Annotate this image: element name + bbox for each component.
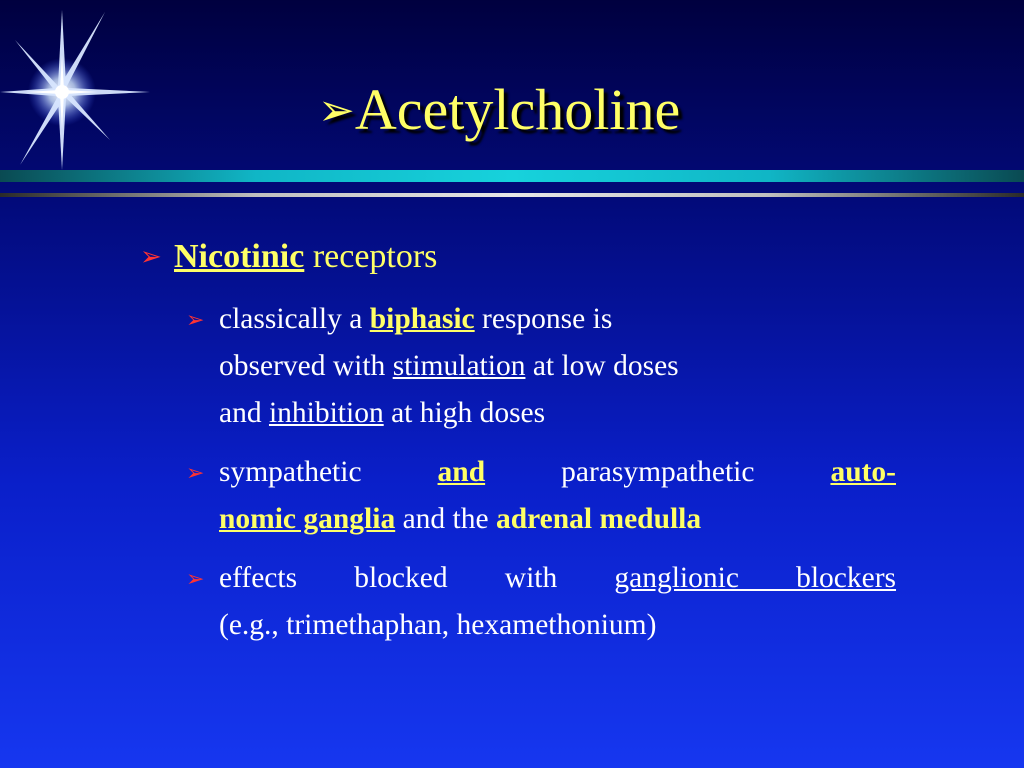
adrenal-medulla-term: adrenal medulla	[495, 503, 702, 535]
bullet-arrow-icon: ➢	[186, 307, 205, 332]
title-divider-band	[0, 170, 1024, 182]
sparkle-star-icon	[0, 0, 160, 170]
biphasic-term: biphasic	[369, 303, 475, 335]
text-line: nomic ganglia and the adrenal medulla	[219, 503, 702, 535]
nicotinic-term: Nicotinic	[174, 238, 305, 275]
text-line: (e.g., trimethaphan, hexamethonium)	[219, 609, 657, 641]
text-line: and inhibition at high doses	[219, 397, 546, 429]
and-term: and	[437, 456, 486, 488]
bullet-arrow-icon: ➢	[140, 242, 162, 271]
text-line: classically a biphasic response is	[219, 303, 613, 335]
text-line: sympathetic and parasympathetic auto-	[219, 456, 896, 488]
stimulation-term: stimulation	[392, 350, 526, 382]
sub-bullet-blockers	[186, 555, 896, 649]
title-divider-line	[0, 193, 1024, 197]
sub-bullet-ganglia	[186, 449, 896, 543]
sub-bullet-biphasic	[186, 296, 896, 437]
bullet-arrow-icon: ➢	[186, 460, 205, 485]
text-line: effects blocked with ganglionic blockers	[219, 562, 897, 594]
ganglionic-blockers-term: ganglionic blockers	[614, 562, 897, 594]
text-line: observed with stimulation at low doses	[219, 350, 679, 382]
title-text: Acetylcholine	[354, 77, 681, 142]
autonomic-term-part1: auto-	[830, 456, 896, 488]
title-bullet-icon: ➢	[318, 86, 355, 135]
autonomic-term-part2: nomic ganglia	[219, 503, 396, 535]
receptors-text: receptors	[304, 238, 438, 275]
slide-title	[318, 70, 878, 150]
inhibition-term: inhibition	[268, 397, 384, 429]
bullet-level1-nicotinic	[140, 232, 780, 282]
bullet-arrow-icon: ➢	[186, 566, 205, 591]
